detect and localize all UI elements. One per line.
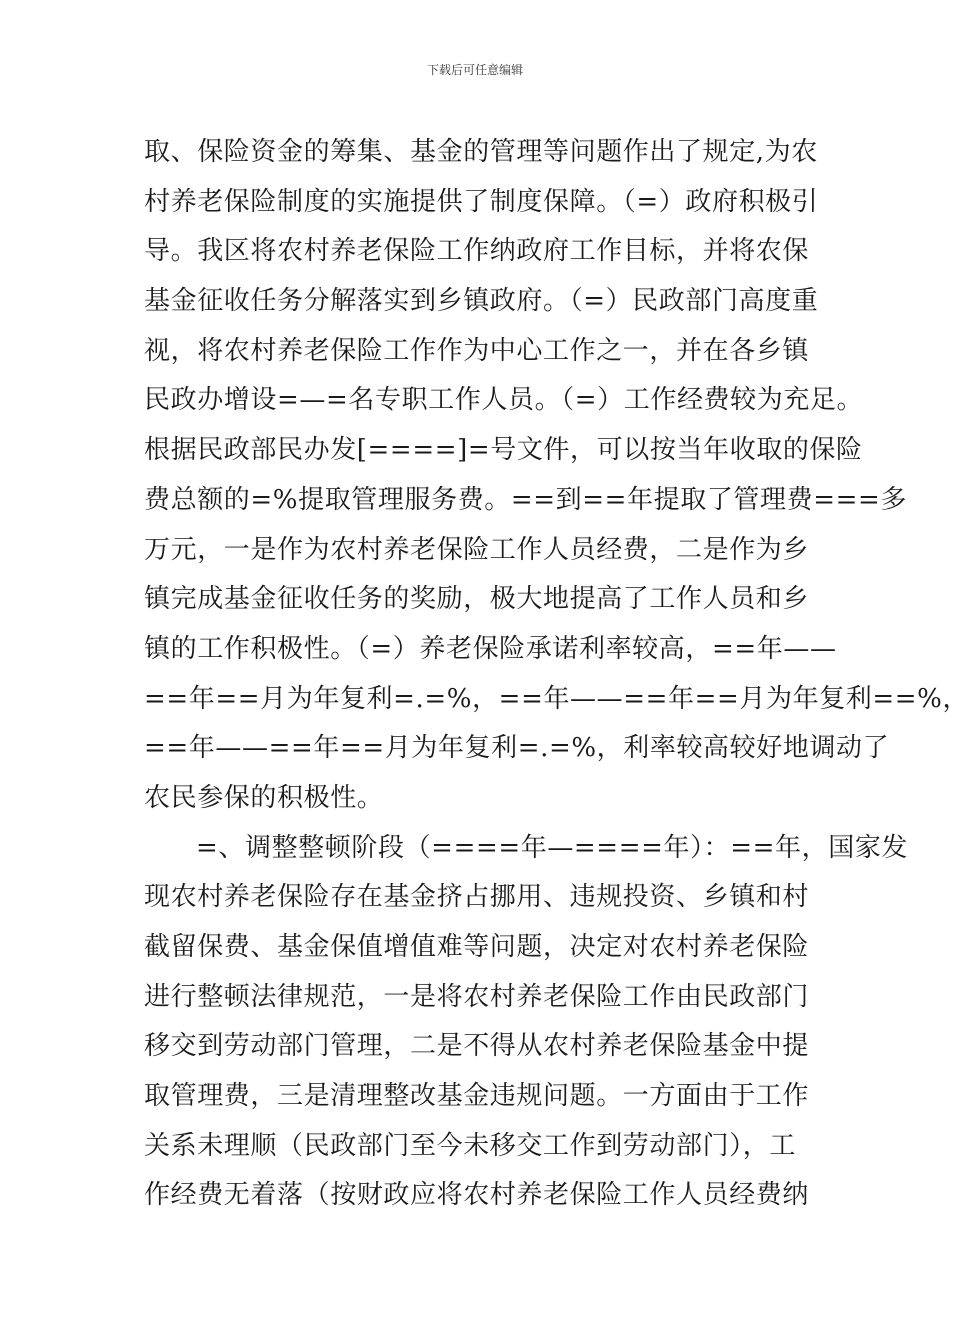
text-line: 镇完成基金征收任务的奖励，极大地提高了工作人员和乡 (144, 584, 810, 615)
document-body (144, 128, 969, 1221)
text-line: 农民参保的积极性。 (144, 782, 384, 813)
text-line: ==年==月为年复利=.=%，==年——==年==月为年复利==%， (144, 683, 969, 714)
text-line: 基金征收任务分解落实到乡镇政府。（=）民政部门高度重 (144, 286, 819, 317)
text-line: 视，将农村养老保险工作作为中心工作之一，并在各乡镇 (144, 335, 810, 366)
text-line: 进行整顿法律规范，一是将农村养老保险工作由民政部门 (144, 981, 810, 1012)
text-line: 民政办增设=—=名专职工作人员。（=）工作经费较为充足。 (144, 385, 864, 416)
text-line: ==年——==年==月为年复利=.=%，利率较高较好地调动了 (144, 733, 890, 764)
text-line: 作经费无着落（按财政应将农村养老保险工作人员经费纳 (144, 1180, 810, 1211)
paragraph-start-line: =、调整整顿阶段（====年—====年）：==年，国家发 (196, 832, 909, 863)
text-line: 关系未理顺（民政部门至今未移交工作到劳动部门），工 (144, 1130, 797, 1161)
text-line: 现农村养老保险存在基金挤占挪用、违规投资、乡镇和村 (144, 882, 810, 913)
text-line: 镇的工作积极性。（=）养老保险承诺利率较高，==年—— (144, 633, 837, 664)
text-line: 取、保险资金的筹集、基金的管理等问题作出了规定,为农 (144, 137, 818, 167)
text-line: 导。我区将农村养老保险工作纳政府工作目标，并将农保 (144, 236, 810, 267)
text-line: 根据民政部民办发[====]=号文件，可以按当年收取的保险 (144, 435, 863, 466)
text-line: 费总额的=%提取管理服务费。==到==年提取了管理费===多 (144, 484, 907, 515)
text-line: 村养老保险制度的实施提供了制度保障。（=）政府积极引 (144, 186, 819, 217)
text-line: 截留保费、基金保值增值难等问题，决定对农村养老保险 (144, 932, 810, 962)
text-line: 取管理费，三是清理整改基金违规问题。一方面由于工作 (144, 1081, 810, 1112)
text-line: 万元，一是作为农村养老保险工作人员经费，二是作为乡 (144, 534, 810, 565)
page-header: 下载后可任意编辑 (426, 63, 523, 77)
text-line: 移交到劳动部门管理，二是不得从农村养老保险基金中提 (144, 1031, 810, 1062)
